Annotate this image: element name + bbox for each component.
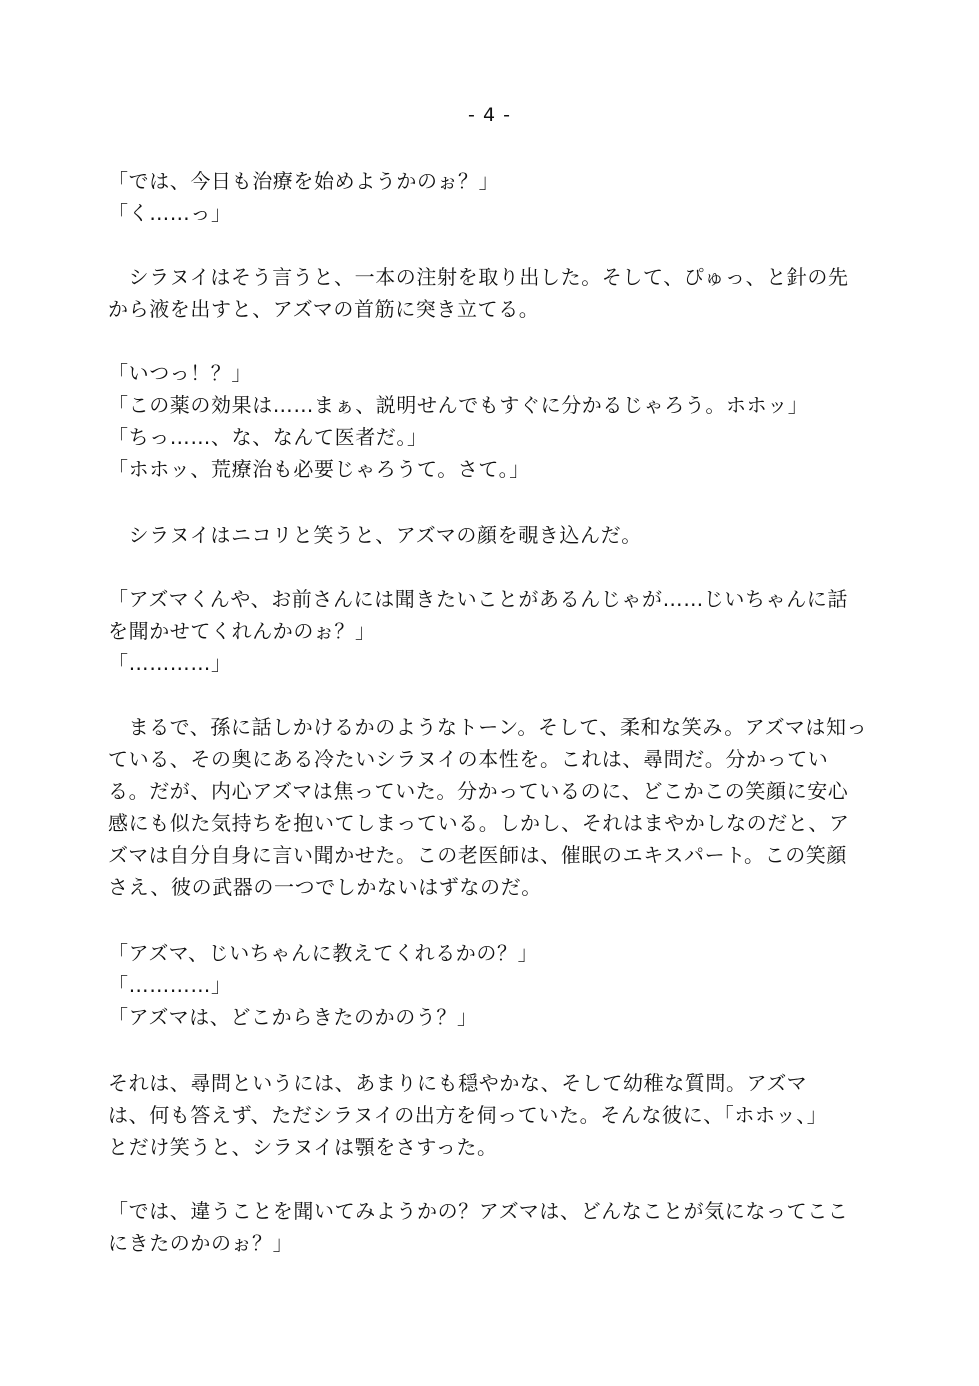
text-line: から液を出すと、アズマの首筋に突き立てる。: [108, 297, 540, 321]
text-line: シラヌイはニコリと笑うと、アズマの顔を覗き込んだ。: [108, 523, 642, 547]
text-line: 「ホホッ、荒療治も必要じゃろうて。さて。」: [108, 457, 530, 481]
text-line: 「アズマは、どこからきたのかのう？」: [108, 1005, 478, 1029]
text-line: 「この薬の効果は……まぁ、説明せんでもすぐに分かるじゃろう。ホホッ」: [108, 393, 809, 417]
text-line: ている、その奥にある冷たいシラヌイの本性を。これは、尋問だ。分かってい: [108, 747, 829, 771]
text-line: まるで、孫に話しかけるかのようなトーン。そして、柔和な笑み。アズマは知っ: [108, 715, 868, 739]
text-line: シラヌイはそう言うと、一本の注射を取り出した。そして、ぴゅっ、と針の先: [108, 265, 849, 289]
text-line: 「では、今日も治療を始めようかのぉ？」: [108, 169, 500, 193]
text-line: は、何も答えず、ただシラヌイの出方を伺っていた。そんな彼に、「ホホッ、」: [108, 1103, 828, 1127]
text-line: にきたのかのぉ？」: [108, 1231, 294, 1255]
text-line: 「アズマ、じいちゃんに教えてくれるかの？」: [108, 941, 539, 965]
text-line: を聞かせてくれんかのぉ？」: [108, 619, 376, 643]
text-line: 「ちっ……、な、なんて医者だ。」: [108, 425, 428, 449]
text-line: 「…………」: [108, 973, 232, 997]
text-line: 「アズマくんや、お前さんには聞きたいことがあるんじゃが……じいちゃんに話: [108, 587, 848, 611]
text-line: 「では、違うことを聞いてみようかの？アズマは、どんなことが気になってここ: [108, 1199, 849, 1223]
text-line: 感にも似た気持ちを抱いてしまっている。しかし、それはまやかしなのだと、ア: [108, 811, 850, 835]
text-line: 「く……っ」: [108, 201, 232, 225]
page-number: - 4 -: [468, 104, 511, 126]
text-line: 「…………」: [108, 651, 232, 675]
text-line: それは、尋問というには、あまりにも穏やかな、そして幼稚な質問。アズマ: [108, 1071, 808, 1095]
text-line: さえ、彼の武器の一つでしかないはずなのだ。: [108, 875, 542, 899]
text-line: ズマは自分自身に言い聞かせた。この老医師は、催眠のエキスパート。この笑顔: [108, 843, 847, 867]
text-line: とだけ笑うと、シラヌイは顎をさすった。: [108, 1135, 498, 1159]
text-line: 「いつっ！？」: [108, 361, 252, 385]
text-line: る。だが、内心アズマは焦っていた。分かっているのに、どこかこの笑顔に安心: [108, 779, 849, 803]
